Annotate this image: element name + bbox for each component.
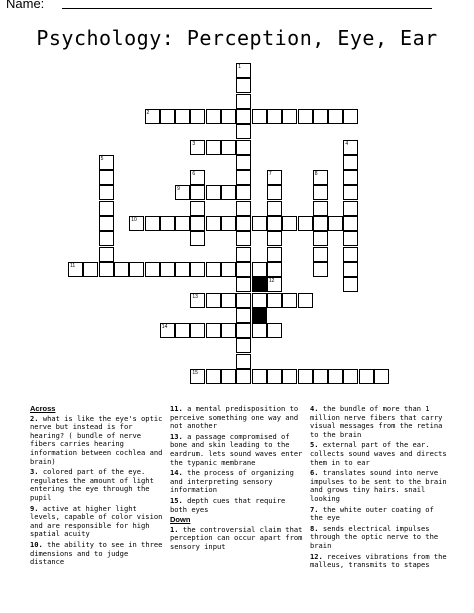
grid-cell[interactable] [343,170,358,185]
name-label: Name: [6,0,45,11]
grid-cell[interactable] [190,369,205,384]
grid-cell[interactable] [68,262,83,277]
grid-cell[interactable] [313,231,328,246]
grid-cell[interactable] [190,216,205,231]
grid-cell[interactable] [99,262,114,277]
grid-cell[interactable] [221,216,236,231]
grid-cell[interactable] [236,308,251,323]
grid-cell[interactable] [206,216,221,231]
grid-cell[interactable] [298,109,313,124]
grid-cell[interactable] [267,369,282,384]
grid-cell[interactable] [99,201,114,216]
grid-cell[interactable] [99,170,114,185]
cell-number: 2 [146,109,150,116]
grid-cell[interactable] [129,262,144,277]
grid-cell[interactable] [343,201,358,216]
cell-number: 4 [345,140,349,147]
grid-cell[interactable] [343,109,358,124]
grid-cell[interactable] [252,323,267,338]
grid-cell[interactable] [267,293,282,308]
grid-cell[interactable] [313,109,328,124]
grid-cell[interactable] [374,369,389,384]
clue-6: 6. translates sound into nerve impulses to be sent to the brain and grows tiny hairs. snail looking [310,468,447,503]
grid-cell[interactable] [328,369,343,384]
clues-column-3 [310,405,450,572]
grid-cell[interactable] [83,262,98,277]
grid-cell[interactable] [282,369,297,384]
grid-cell[interactable] [145,109,160,124]
across-heading: Across [30,404,56,413]
grid-cell[interactable] [236,185,251,200]
grid-cell[interactable] [267,277,282,292]
grid-cell[interactable] [252,369,267,384]
grid-cell[interactable] [99,155,114,170]
grid-cell[interactable] [99,231,114,246]
grid-cell[interactable] [252,293,267,308]
grid-cell[interactable] [313,201,328,216]
clue-9: 9. active at higher light levels, capable of color vision and are responsible for high spatial acuity [30,503,163,539]
down-heading: Down [170,515,191,525]
clue-3: 3. colored part of the eye. regulates the amount of light entering the eye through the pupil [30,467,154,502]
grid-cell[interactable] [206,262,221,277]
cell-number: 3 [192,140,196,147]
grid-cell[interactable] [328,109,343,124]
grid-cell[interactable] [114,262,129,277]
grid-cell[interactable] [160,109,175,124]
grid-cell[interactable] [236,94,251,109]
clue-13: 13. a passage compromised of bone and skin leading to the eardrum. lets sound waves enter the typanic membrane [170,431,303,467]
grid-cell[interactable] [160,216,175,231]
clue-8: 8. sends electrical impulses through the optic nerve to the brain [310,523,439,550]
grid-cell[interactable] [267,170,282,185]
grid-cell[interactable] [190,323,205,338]
cell-number: 5 [100,155,104,162]
grid-cell[interactable] [267,201,282,216]
clues-column-2 [170,405,304,554]
cell-number: 15 [192,370,198,376]
grid-cell[interactable] [313,262,328,277]
grid-cell[interactable] [343,369,358,384]
grid-cell[interactable] [236,277,251,292]
grid-cell[interactable] [221,323,236,338]
grid-cell[interactable] [236,231,251,246]
grid-cell[interactable] [175,109,190,124]
grid-cell[interactable] [99,185,114,200]
clue-7: 7. the white outer coating of the eye [310,504,434,523]
grid-cell[interactable] [99,247,114,262]
grid-cell[interactable] [298,216,313,231]
grid-cell[interactable] [236,63,251,78]
grid-cell[interactable] [236,262,251,277]
grid-cell[interactable] [236,293,251,308]
clues-column-1 [30,405,164,569]
clue-10: 10. the ability to see in three dimensions and to judge distance [30,539,163,567]
grid-cell[interactable] [190,262,205,277]
grid-cell[interactable] [236,354,251,369]
name-input-line[interactable] [62,8,432,9]
grid-cell[interactable] [221,185,236,200]
page-title: Psychology: Perception, Eye, Ear [36,26,438,50]
grid-cell[interactable] [236,140,251,155]
grid-cell[interactable] [236,124,251,139]
grid-cell[interactable] [282,216,297,231]
grid-cell[interactable] [313,170,328,185]
clue-15: 15. depth cues that require both eyes [170,495,286,514]
block-cell [252,308,267,323]
cell-number: 6 [192,171,196,178]
grid-cell[interactable] [190,109,205,124]
grid-cell[interactable] [206,323,221,338]
grid-cell[interactable] [190,201,205,216]
clue-4: 4. the bundle of more than 1 million nerve fibers that carry visual messages from the retina to the brain [310,404,443,439]
grid-cell[interactable] [343,262,358,277]
grid-cell[interactable] [343,277,358,292]
grid-cell[interactable] [190,185,205,200]
grid-cell[interactable] [328,216,343,231]
grid-cell[interactable] [206,369,221,384]
grid-cell[interactable] [206,293,221,308]
grid-cell[interactable] [236,216,251,231]
grid-cell[interactable] [190,231,205,246]
clue-5: 5. external part of the ear. collects sound waves and directs them in to ear [310,440,447,467]
grid-cell[interactable] [221,140,236,155]
grid-cell[interactable] [267,185,282,200]
grid-cell[interactable] [282,293,297,308]
grid-cell[interactable] [236,109,251,124]
grid-cell[interactable] [343,216,358,231]
grid-cell[interactable] [252,109,267,124]
grid-cell[interactable] [236,323,251,338]
grid-cell[interactable] [221,293,236,308]
grid-cell[interactable] [267,247,282,262]
grid-cell[interactable] [236,369,251,384]
grid-cell[interactable] [343,185,358,200]
grid-cell[interactable] [267,262,282,277]
clue-12: 12. receives vibrations from the malleus, transmits to stapes [310,551,447,570]
grid-cell[interactable] [190,170,205,185]
grid-cell[interactable] [298,369,313,384]
grid-cell[interactable] [99,216,114,231]
grid-cell[interactable] [160,262,175,277]
grid-cell[interactable] [129,216,144,231]
grid-cell[interactable] [160,323,175,338]
grid-cell[interactable] [236,201,251,216]
grid-cell[interactable] [236,170,251,185]
grid-cell[interactable] [343,155,358,170]
grid-cell[interactable] [206,185,221,200]
grid-cell[interactable] [343,140,358,155]
grid-cell[interactable] [236,338,251,353]
clue-2: 2. what is like the eye's optic nerve but instead is for hearing? ( bundle of nerve fibers carries hearing information between cochlea and brain) [30,413,163,466]
grid-cell[interactable] [190,293,205,308]
grid-cell[interactable] [267,323,282,338]
grid-cell[interactable] [175,216,190,231]
grid-cell[interactable] [252,262,267,277]
grid-cell[interactable] [175,323,190,338]
grid-cell[interactable] [221,109,236,124]
grid-cell[interactable] [313,369,328,384]
grid-cell[interactable] [267,231,282,246]
grid-cell[interactable] [313,247,328,262]
clue-14: 14. the process of organizing and interpreting sensory information [170,468,294,495]
grid-cell[interactable] [282,109,297,124]
grid-cell[interactable] [206,140,221,155]
block-cell [252,277,267,292]
cell-number: 7 [268,171,272,178]
grid-cell[interactable] [313,185,328,200]
grid-cell[interactable] [313,216,328,231]
grid-cell[interactable] [343,247,358,262]
cell-number: 11 [70,262,76,269]
grid-cell[interactable] [145,262,160,277]
grid-cell[interactable] [190,140,205,155]
cell-number: 14 [161,324,168,331]
grid-cell[interactable] [267,109,282,124]
grid-cell[interactable] [267,216,282,231]
grid-cell[interactable] [252,216,267,231]
grid-cell[interactable] [343,231,358,246]
cell-number: 12 [268,278,275,285]
grid-cell[interactable] [236,155,251,170]
grid-cell[interactable] [236,78,251,93]
grid-cell[interactable] [145,216,160,231]
grid-cell[interactable] [236,247,251,262]
cell-number: 10 [131,217,137,223]
clue-11: 11. a mental predisposition to perceive something one way and not another [170,404,299,431]
cell-number: 1 [238,64,242,70]
grid-cell[interactable] [298,293,313,308]
grid-cell[interactable] [175,185,190,200]
grid-cell[interactable] [221,262,236,277]
grid-cell[interactable] [206,109,221,124]
cell-number: 9 [177,186,180,193]
grid-cell[interactable] [221,369,236,384]
cell-number: 13 [192,293,198,300]
grid-cell[interactable] [175,262,190,277]
clue-1: 1. the controversial claim that perception can occur apart from sensory input [170,524,303,551]
grid-cell[interactable] [359,369,374,384]
cell-number: 8 [314,171,318,178]
